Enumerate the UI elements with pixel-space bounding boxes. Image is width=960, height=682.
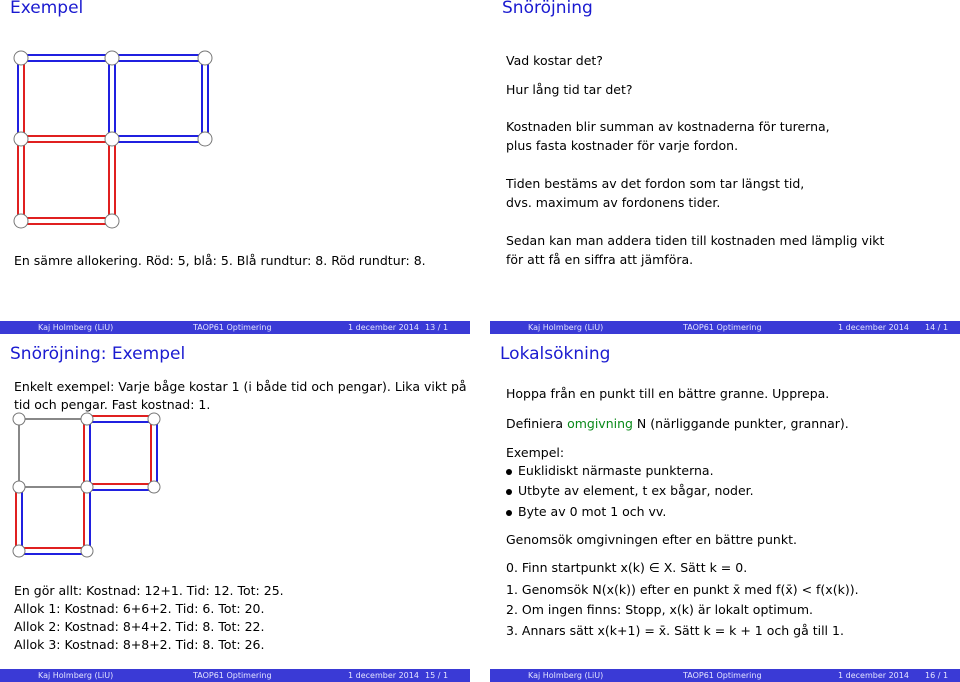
text-line: plus fasta kostnader för varje fordon.	[506, 138, 739, 153]
definition-highlight: omgivning	[567, 416, 633, 431]
footer-page: 15 / 1	[425, 671, 449, 680]
text-line: Vad kostar det?	[506, 53, 603, 68]
definition-line	[506, 415, 849, 433]
footer-author: Kaj Holmberg (LiU)	[38, 323, 114, 332]
example-label: Exempel:	[506, 445, 565, 460]
result-line: Allok 1: Kostnad: 6+6+2. Tid: 6. Tot: 20.	[14, 601, 265, 616]
slide-title: Snöröjning	[502, 0, 593, 18]
slide-14	[490, 0, 960, 341]
result-line: Allok 3: Kostnad: 8+8+2. Tid: 8. Tot: 26.	[14, 637, 265, 652]
text-line: Sedan kan man addera tiden till kostnaden med lämplig vikt	[506, 233, 885, 248]
footer-course: TAOP61 Optimering	[683, 671, 762, 680]
text-line: för att få en siffra att jämföra.	[506, 252, 694, 267]
bullet-icon	[506, 510, 512, 516]
footer-date: 1 december 2014	[348, 671, 419, 680]
footer-date: 1 december 2014	[838, 671, 909, 680]
bullet-item	[506, 503, 666, 521]
slide-title: Exempel	[10, 0, 84, 18]
footer-author: Kaj Holmberg (LiU)	[38, 671, 114, 680]
footer-date: 1 december 2014	[348, 323, 419, 332]
caption: En sämre allokering. Röd: 5, blå: 5. Blå rundtur: 8. Röd rundtur: 8.	[14, 253, 426, 268]
bullet-item	[506, 482, 754, 500]
graph-diagram-allocation	[0, 0, 470, 341]
bullet-item	[506, 462, 714, 480]
definition-post: N (närliggande punkter, grannar).	[632, 416, 849, 431]
search-line: Genomsök omgivningen efter en bättre punkt.	[506, 532, 797, 547]
graph-nodes	[14, 51, 212, 228]
footer	[0, 321, 470, 334]
bullet-text: Utbyte av element, t ex bågar, noder.	[518, 483, 754, 498]
footer-author: Kaj Holmberg (LiU)	[528, 323, 604, 332]
algorithm-step: 2. Om ingen finns: Stopp, x(k) är lokalt optimum.	[506, 602, 814, 617]
bullet-text: Byte av 0 mot 1 och vv.	[518, 504, 667, 519]
text-line: Tiden bestäms av det fordon som tar längst tid,	[506, 176, 805, 191]
footer-course: TAOP61 Optimering	[683, 323, 762, 332]
footer-course: TAOP61 Optimering	[193, 671, 272, 680]
slide-title: Lokalsökning	[500, 344, 611, 364]
bullet-text: Euklidiskt närmaste punkterna.	[518, 463, 714, 478]
footer-course: TAOP61 Optimering	[193, 323, 272, 332]
footer-page: 14 / 1	[925, 323, 949, 332]
bullet-icon	[506, 469, 512, 475]
intro-line: Enkelt exempel: Varje båge kostar 1 (i både tid och pengar). Lika vikt på	[14, 379, 467, 394]
text-line: Kostnaden blir summan av kostnaderna för turerna,	[506, 119, 830, 134]
algorithm-step: 3. Annars sätt x(k+1) = x̄. Sätt k = k + 1 och gå till 1.	[506, 623, 844, 638]
footer	[490, 669, 960, 682]
footer-page: 16 / 1	[925, 671, 949, 680]
definition-pre: Definiera	[506, 416, 568, 431]
text-line: Hoppa från en punkt till en bättre granne. Upprepa.	[506, 386, 830, 401]
result-line: Allok 2: Kostnad: 8+4+2. Tid: 8. Tot: 22.	[14, 619, 265, 634]
footer	[490, 321, 960, 334]
slide-13	[0, 0, 470, 341]
result-line: En gör allt: Kostnad: 12+1. Tid: 12. Tot: 25.	[14, 583, 284, 598]
footer-date: 1 december 2014	[838, 323, 909, 332]
bullet-icon	[506, 489, 512, 495]
slide-16	[490, 341, 960, 682]
footer	[0, 669, 470, 682]
text-line: dvs. maximum av fordonens tider.	[506, 195, 721, 210]
algorithm-step: 1. Genomsök N(x(k)) efter en punkt x̄ med f(x̄) < f(x(k)).	[506, 582, 859, 597]
footer-author: Kaj Holmberg (LiU)	[528, 671, 604, 680]
footer-page: 13 / 1	[425, 323, 449, 332]
intro-line: tid och pengar. Fast kostnad: 1.	[14, 397, 211, 412]
text-line: Hur lång tid tar det?	[506, 82, 633, 97]
slide-title: Snöröjning: Exempel	[10, 344, 186, 364]
slide-15	[0, 341, 470, 682]
algorithm-step: 0. Finn startpunkt x(k) ∈ X. Sätt k = 0.	[506, 560, 748, 575]
